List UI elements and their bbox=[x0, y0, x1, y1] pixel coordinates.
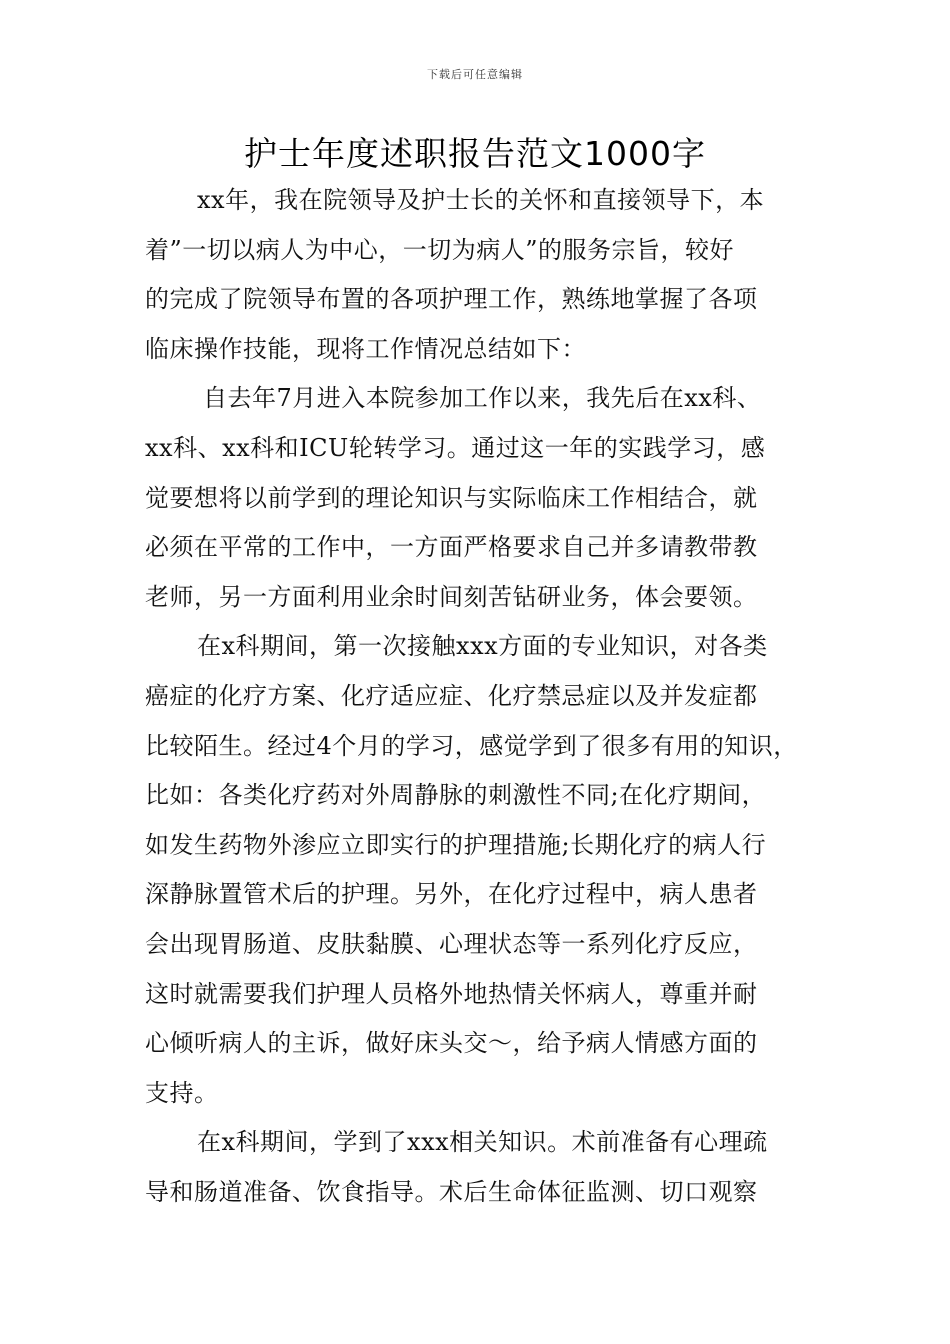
paragraph-2-line-2: xx科、xx科和ICU轮转学习。通过这一年的实践学习，感 bbox=[145, 433, 766, 462]
paragraph-3-line-7: 会出现胃肠道、皮肤黏膜、心理状态等一系列化疗反应， bbox=[145, 929, 758, 958]
paragraph-1-line-2: 着”一切以病人为中心，一切为病人”的服务宗旨，较好 bbox=[145, 235, 735, 264]
paragraph-2-line-1: 自去年7月进入本院参加工作以来，我先后在xx科、 bbox=[203, 384, 762, 413]
document-title: 护士年度述职报告范文1000字 bbox=[244, 134, 706, 173]
paragraph-3-line-6: 深静脉置管术后的护理。另外，在化疗过程中，病人患者 bbox=[145, 880, 758, 909]
paragraph-4-line-2: 导和肠道准备、饮食指导。术后生命体征监测、切口观察 bbox=[145, 1177, 758, 1206]
paragraph-2-line-4: 必须在平常的工作中，一方面严格要求自己并多请教带教 bbox=[145, 533, 758, 562]
header-note: 下载后可任意编辑 bbox=[427, 68, 523, 81]
paragraph-3-line-1: 在x科期间，第一次接触xxx方面的专业知识，对各类 bbox=[197, 632, 768, 661]
paragraph-3-line-10: 支持。 bbox=[145, 1078, 219, 1107]
document-body bbox=[145, 176, 810, 1217]
paragraph-4-line-1: 在x科期间，学到了xxx相关知识。术前准备有心理疏 bbox=[197, 1128, 768, 1157]
paragraph-3-line-5: 如发生药物外渗应立即实行的护理措施;长期化疗的病人行 bbox=[145, 830, 767, 859]
paragraph-2-line-5: 老师，另一方面利用业余时间刻苦钻研业务，体会要领。 bbox=[145, 582, 758, 611]
paragraph-1-line-3: 的完成了院领导布置的各项护理工作，熟练地掌握了各项 bbox=[145, 285, 758, 314]
paragraph-3-line-8: 这时就需要我们护理人员格外地热情关怀病人，尊重并耐 bbox=[145, 979, 758, 1008]
paragraph-3-line-2: 癌症的化疗方案、化疗适应症、化疗禁忌症以及并发症都 bbox=[145, 681, 758, 710]
paragraph-3-line-3: 比较陌生。经过4个月的学习，感觉学到了很多有用的知识， bbox=[145, 731, 798, 760]
paragraph-1-line-4: 临床操作技能，现将工作情况总结如下： bbox=[145, 334, 586, 363]
paragraph-3-line-9: 心倾听病人的主诉，做好床头交～，给予病人情感方面的 bbox=[145, 1029, 758, 1058]
paragraph-2-line-3: 觉要想将以前学到的理论知识与实际临床工作相结合，就 bbox=[145, 483, 758, 512]
paragraph-3-line-4: 比如：各类化疗药对外周静脉的刺激性不同;在化疗期间， bbox=[145, 781, 767, 810]
paragraph-1-line-1: xx年，我在院领导及护士长的关怀和直接领导下，本 bbox=[197, 186, 765, 214]
